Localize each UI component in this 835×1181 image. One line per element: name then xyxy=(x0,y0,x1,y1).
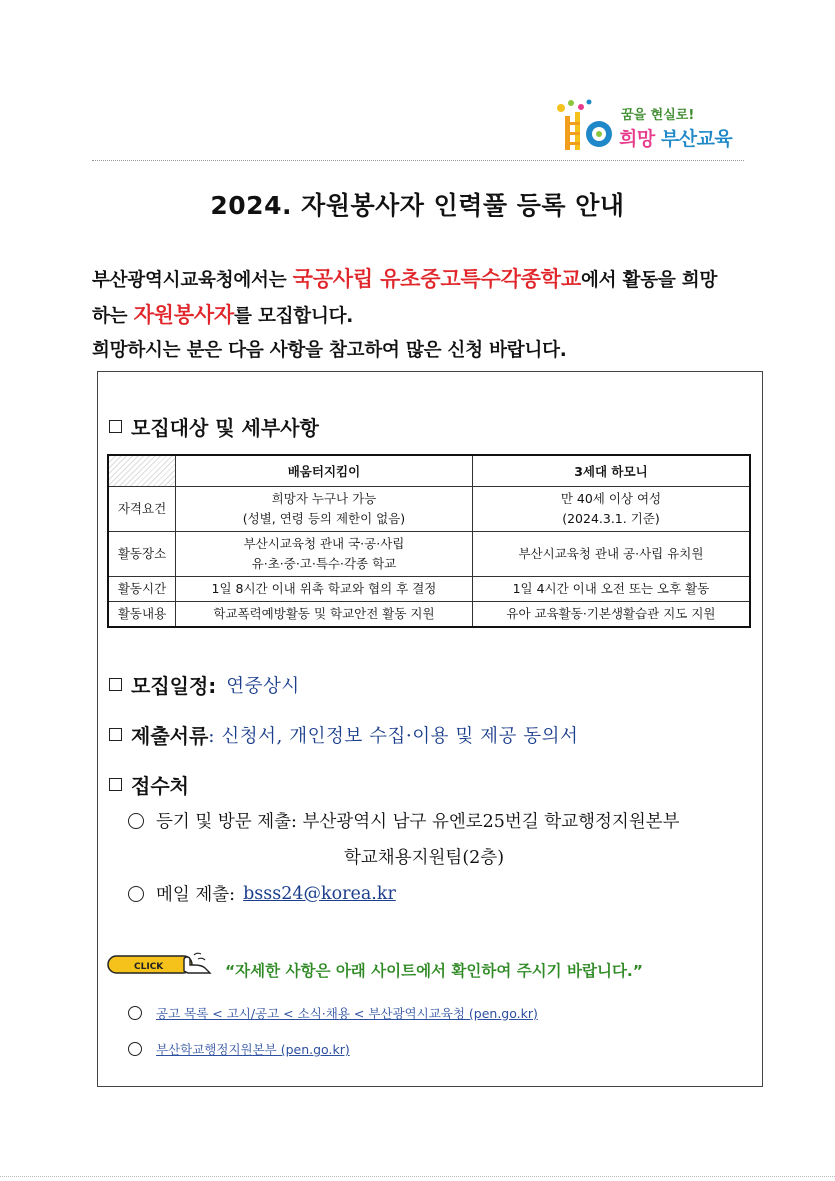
header-divider xyxy=(92,160,744,161)
table-row xyxy=(108,532,750,577)
row-label: 활동시간 xyxy=(108,577,176,602)
intro-text: 를 모집합니다. xyxy=(234,306,354,327)
checkbox-square-icon xyxy=(109,778,122,791)
section-target-title: 모집대상 및 세부사항 xyxy=(131,416,319,440)
click-hand-icon xyxy=(106,951,228,977)
cell-line: 부산시교육청 관내 국·공·사립 xyxy=(243,536,405,551)
email-link[interactable]: bsss24@korea.kr xyxy=(243,883,396,904)
support-hq-link[interactable]: 부산학교행정지원본부 (pen.go.kr) xyxy=(156,1042,350,1057)
details-table xyxy=(107,454,751,628)
section-documents xyxy=(109,720,578,749)
table-header-guardian: 배움터지킴이 xyxy=(176,455,473,487)
section-receipt xyxy=(109,770,189,799)
table-row xyxy=(108,487,750,532)
checkbox-square-icon xyxy=(109,678,122,691)
section-target xyxy=(109,412,319,441)
logo-name-a: 희망 xyxy=(619,128,655,150)
intro-text: 부산광역시교육청에서는 xyxy=(92,270,293,291)
cell-line: 만 40세 이상 여성 xyxy=(560,491,662,506)
receipt-mail xyxy=(128,808,680,833)
circle-bullet-icon xyxy=(128,1006,142,1020)
section-schedule-label: 모집일정: xyxy=(131,674,217,698)
table-header-row xyxy=(108,455,750,487)
cell-line: (2024.3.1. 기준) xyxy=(562,511,660,526)
table-cell xyxy=(472,602,750,628)
cell-line: 1일 4시간 이내 오전 또는 오후 활동 xyxy=(512,581,710,596)
row-label: 활동내용 xyxy=(108,602,176,628)
logo-mark-icon xyxy=(555,98,625,154)
receipt-mail-text: 등기 및 방문 제출: 부산광역시 남구 유엔로25번길 학교행정지원본부 xyxy=(156,812,680,832)
link-row-support xyxy=(128,1040,350,1058)
cell-line: 학교폭력예방활동 및 학교안전 활동 지원 xyxy=(213,606,435,621)
intro-paragraph xyxy=(92,262,792,368)
cell-line: 1일 8시간 이내 위촉 학교와 협의 후 결정 xyxy=(211,581,437,596)
checkbox-square-icon xyxy=(109,420,122,433)
table-row xyxy=(108,602,750,628)
section-schedule-value: 연중상시 xyxy=(226,675,300,697)
page-title: 2024. 자원봉사자 인력풀 등록 안내 xyxy=(210,191,625,220)
section-schedule xyxy=(109,670,300,699)
cell-line: 부산시교육청 관내 공·사립 유치원 xyxy=(518,546,704,561)
section-documents-value: : 신청서, 개인정보 수집·이용 및 제공 동의서 xyxy=(208,725,579,747)
table-cell xyxy=(176,487,473,532)
row-label: 자격요건 xyxy=(108,487,176,532)
intro-text: 하는 xyxy=(92,306,134,327)
cell-line: (성별, 연령 등의 제한이 없음) xyxy=(242,511,406,526)
table-cell xyxy=(472,532,750,577)
circle-bullet-icon xyxy=(128,813,144,829)
intro-line-3: 희망하시는 분은 다음 사항을 참고하여 많은 신청 바랍니다. xyxy=(92,340,567,361)
row-label: 활동장소 xyxy=(108,532,176,577)
section-documents-label: 제출서류 xyxy=(131,724,209,748)
circle-bullet-icon xyxy=(128,1042,142,1056)
footer-divider xyxy=(0,1176,835,1177)
circle-bullet-icon xyxy=(128,886,144,902)
receipt-email xyxy=(128,881,396,906)
table-header-corner xyxy=(108,455,176,487)
notice-list-link[interactable]: 공고 목록 < 고시/공고 < 소식·채용 < 부산광역시교육청 (pen.go.kr) xyxy=(156,1006,538,1021)
intro-line-2 xyxy=(92,298,792,334)
intro-line-1 xyxy=(92,262,792,298)
cell-line: 유·초·중·고·특수·각종 학교 xyxy=(251,556,397,571)
intro-highlight-schools: 국공사립 유초중고특수각종학교 xyxy=(292,267,581,291)
click-instruction: “자세한 사항은 아래 사이트에서 확인하여 주시기 바랍니다.” xyxy=(225,962,643,980)
logo-slogan: 꿈을 현실로! xyxy=(621,108,695,123)
logo-name xyxy=(619,124,732,151)
receipt-email-label: 메일 제출: xyxy=(156,885,236,905)
logo-name-b: 부산교육 xyxy=(660,128,733,150)
table-cell xyxy=(176,532,473,577)
click-badge-text: CLICK xyxy=(134,962,164,972)
intro-text: 에서 활동을 희망 xyxy=(580,270,718,291)
receipt-mail-line2: 학교채용지원팀(2층) xyxy=(344,848,505,868)
intro-highlight-volunteer: 자원봉사자 xyxy=(133,303,235,327)
table-cell xyxy=(472,577,750,602)
table-cell xyxy=(176,577,473,602)
table-cell xyxy=(176,602,473,628)
details-box xyxy=(97,371,763,1087)
cell-line: 희망자 누구나 가능 xyxy=(271,491,377,506)
logo xyxy=(555,94,755,156)
checkbox-square-icon xyxy=(109,728,122,741)
section-receipt-title: 접수처 xyxy=(131,774,189,798)
link-row-notice xyxy=(128,1004,538,1022)
table-row xyxy=(108,577,750,602)
table-header-harmony: 3세대 하모니 xyxy=(472,455,750,487)
table-cell xyxy=(472,487,750,532)
cell-line: 유아 교육활동·기본생활습관 지도 지원 xyxy=(506,606,716,621)
